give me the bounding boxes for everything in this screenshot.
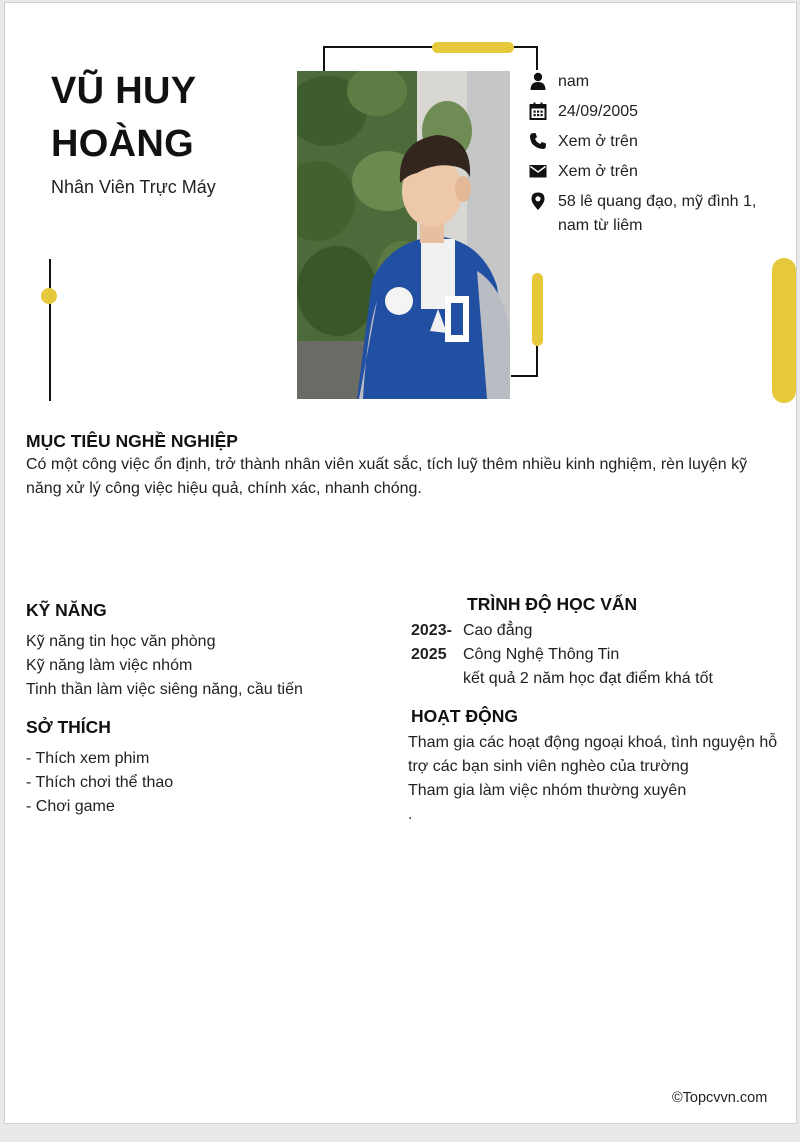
skill-item: Kỹ năng tin học văn phòng: [26, 633, 216, 650]
email-value: Xem ở trên: [558, 163, 638, 180]
contact-birthday: [529, 100, 779, 124]
job-title: Nhân Viên Trực Máy: [51, 177, 216, 197]
birthday-value: 24/09/2005: [558, 103, 639, 120]
activity-item: .: [408, 806, 413, 823]
skills-heading: KỸ NĂNG: [26, 600, 107, 620]
profile-photo-illustration: [297, 71, 510, 399]
decor-yellow-bar-top: [432, 42, 514, 53]
candidate-name: [51, 65, 291, 171]
photo-frame-bottom: [511, 375, 538, 377]
gender-value: nam: [558, 73, 590, 90]
phone-icon: [529, 132, 547, 150]
education-years: [411, 619, 471, 667]
contact-gender: [529, 70, 779, 94]
footer-copyright: ©Topcvvn.com: [672, 1090, 768, 1106]
hobbies-heading: SỞ THÍCH: [26, 717, 111, 737]
skill-item: Kỹ năng làm việc nhóm: [26, 657, 193, 674]
cv-page: [4, 2, 797, 1124]
education-year-end: 2025: [411, 646, 447, 663]
location-pin-icon: [529, 192, 547, 210]
contact-address: [529, 190, 779, 238]
contact-phone: [529, 130, 779, 154]
mail-icon: [529, 162, 547, 180]
skills-list: [26, 630, 386, 702]
activities-list: [408, 731, 783, 827]
decor-yellow-bar-right: [532, 273, 543, 346]
person-icon: [529, 72, 547, 90]
education-school: Cao đẳng: [463, 622, 533, 639]
decor-yellow-bar-edge: [772, 258, 796, 403]
name-line-1: VŨ HUY: [51, 70, 197, 112]
education-result: kết quả 2 năm học đạt điểm khá tốt: [463, 670, 713, 687]
profile-photo: [297, 71, 510, 399]
education-major: Công Nghệ Thông Tin: [463, 646, 620, 663]
activities-heading: HOẠT ĐỘNG: [411, 706, 518, 726]
objective-text: Có một công việc ổn định, trở thành nhân viên xuất sắc, tích luỹ thêm nhiều kinh nghiệm, rèn luyện kỹ năng xử lý công việc hiệu quả, chính xác, nhanh chóng.: [26, 456, 748, 497]
decor-dot: [41, 288, 57, 304]
calendar-icon: [529, 102, 547, 120]
education-heading: TRÌNH ĐỘ HỌC VẤN: [467, 594, 638, 614]
activity-item: Tham gia làm việc nhóm thường xuyên: [408, 782, 687, 799]
contact-email: [529, 160, 779, 184]
photo-frame-right-top: [536, 46, 538, 70]
hobby-item: - Thích xem phim: [26, 750, 150, 767]
education-year-start: 2023-: [411, 622, 452, 639]
phone-value: Xem ở trên: [558, 133, 638, 150]
decor-vertical-line: [49, 259, 51, 401]
objective-heading: MỤC TIÊU NGHỀ NGHIỆP: [26, 431, 238, 451]
hobby-item: - Chơi game: [26, 798, 115, 815]
hobbies-list: [26, 747, 386, 819]
skill-item: Tinh thần làm việc siêng năng, cầu tiến: [26, 681, 303, 698]
activity-item: Tham gia các hoạt động ngoại khoá, tình nguyện hỗ trợ các bạn sinh viên nghèo của trường: [408, 734, 778, 775]
name-line-2: HOÀNG: [51, 123, 194, 165]
education-details: [463, 619, 783, 691]
hobby-item: - Thích chơi thể thao: [26, 774, 174, 791]
address-value: 58 lê quang đạo, mỹ đình 1, nam từ liêm: [558, 193, 757, 234]
